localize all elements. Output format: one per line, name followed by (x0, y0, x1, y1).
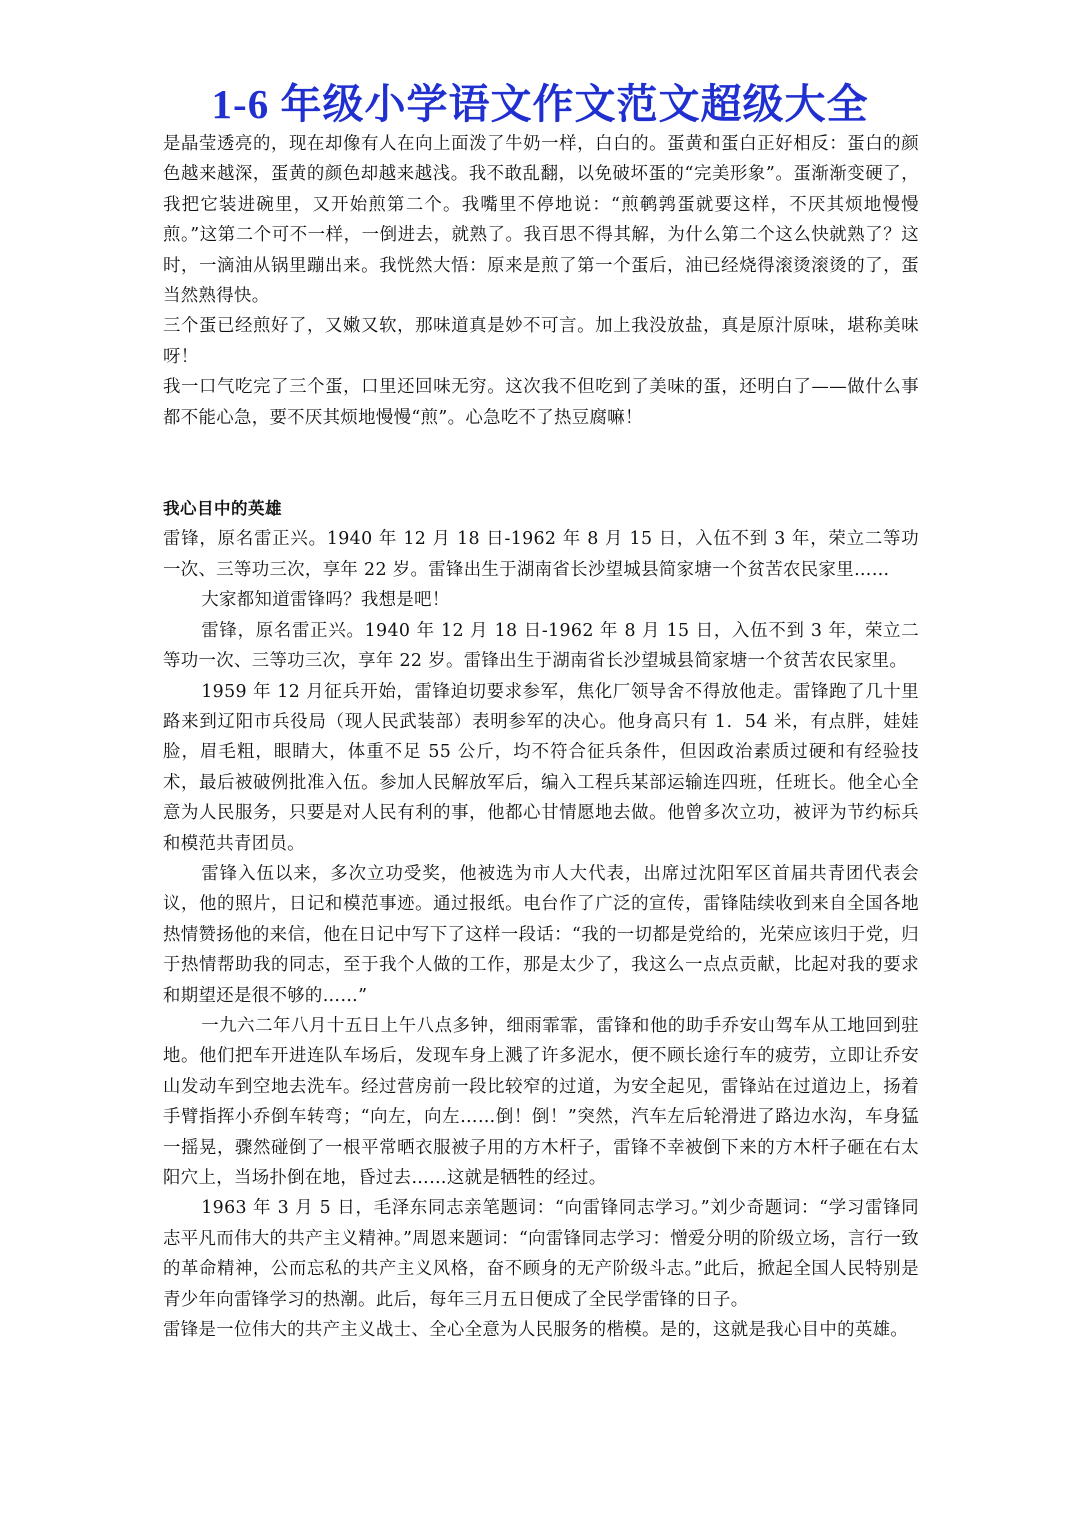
essay2-paragraph: 一九六二年八月十五日上午八点多钟，细雨霏霏，雷锋和他的助手乔安山驾车从工地回到驻地。他们把车开进连队车场后，发现车身上溅了许多泥水，便不顾长途行车的疲劳，立即让乔安山发动车到空地去洗车。经过营房前一段比较窄的过道，为安全起见，雷锋站在过道边上，扬着手臂指挥小乔倒车转弯；“向左，向左……倒！倒！”突然，汽车左后轮滑进了路边水沟，车身猛一摇晃，骤然碰倒了一根平常晒衣服被子用的方木杆子，雷锋不幸被倒下来的方木杆子砸在右太阳穴上，当场扑倒在地，昏过去……这就是牺牲的经过。 (163, 1015, 919, 1188)
essay2-paragraph: 1959 年 12 月征兵开始，雷锋迫切要求参军，焦化厂领导舍不得放他走。雷锋跑了几十里路来到辽阳市兵役局（现人民武装部）表明参军的决心。他身高只有 1．54 米，有点胖，娃娃脸，眉毛粗，眼睛大，体重不足 55 公斤，均不符合征兵条件，但因政治素质过硬和有经验技术，最后被破例批准入伍。参加人民解放军后，编入工程兵某部运输连四班，任班长。他全心全意为人民服务，只要是对人民有利的事，他都心甘情愿地去做。他曾多次立功，被评为节约标兵和模范共青团员。 (163, 681, 919, 854)
essay2-paragraph: 大家都知道雷锋吗？我想是吧！ (201, 590, 450, 611)
document-body (163, 129, 919, 1345)
document-title: 1-6 年级小学语文作文范文超级大全 (211, 81, 869, 127)
essay2-paragraph: 1963 年 3 月 5 日，毛泽东同志亲笔题词：“向雷锋同志学习。”刘少奇题词：“学习雷锋同志平凡而伟大的共产主义精神。”周恩来题词：“向雷锋同志学习：憎爱分明的阶级立场，言行一致的革命精神，公而忘私的共产主义风格，奋不顾身的无产阶级斗志。”此后，掀起全国人民特别是青少年向雷锋学习的热潮。此后，每年三月五日便成了全民学雷锋的日子。 (163, 1198, 919, 1310)
essay2-closing: 雷锋是一位伟大的共产主义战士、全心全意为人民服务的楷模。是的，这就是我心目中的英雄。 (163, 1320, 909, 1341)
essay2-paragraph: 雷锋入伍以来，多次立功受奖，他被选为市人大代表，出席过沈阳军区首届共青团代表会议，他的照片，日记和模范事迹。通过报纸。电台作了广泛的宣传，雷锋陆续收到来自全国各地热情赞扬他的来信，他在日记中写下了这样一段话：“我的一切都是党给的，光荣应该归于党，归于热情帮助我的同志，至于我个人做的工作，那是太少了，我这么一点点贡献，比起对我的要求和期望还是很不够的……” (163, 863, 919, 1006)
essay2-intro: 雷锋，原名雷正兴。1940 年 12 月 18 日-1962 年 8 月 15 日，入伍不到 3 年，荣立二等功一次、三等功三次，享年 22 岁。雷锋出生于湖南省长沙望城县简家塘一个贫苦农民家里…… (163, 529, 919, 580)
essay1-paragraph: 是晶莹透亮的，现在却像有人在向上面泼了牛奶一样，白白的。蛋黄和蛋白正好相反：蛋白的颜色越来越深，蛋黄的颜色却越来越浅。我不敢乱翻，以免破坏蛋的“完美形象”。蛋渐渐变硬了，我把它装进碗里，又开始煎第二个。我嘴里不停地说：“煎鹌鹑蛋就要这样，不厌其烦地慢慢煎。”这第二个可不一样，一倒进去，就熟了。我百思不得其解，为什么第二个这么快就熟了？这时，一滴油从锅里蹦出来。我恍然大悟：原来是煎了第一个蛋后，油已经烧得滚烫滚烫的了，蛋当然熟得快。 (163, 134, 919, 307)
section-spacer (163, 433, 919, 494)
essay1-paragraph: 三个蛋已经煎好了，又嫩又软，那味道真是妙不可言。加上我没放盐，真是原汁原味，堪称美味呀！ (163, 316, 919, 367)
essay2-paragraph: 雷锋，原名雷正兴。1940 年 12 月 18 日-1962 年 8 月 15 日，入伍不到 3 年，荣立二等功一次、三等功三次，享年 22 岁。雷锋出生于湖南省长沙望城县简家塘一个贫苦农民家里。 (163, 620, 919, 672)
essay2-heading: 我心目中的英雄 (163, 499, 282, 519)
essay1-paragraph: 我一口气吃完了三个蛋，口里还回味无穷。这次我不但吃到了美味的蛋，还明白了——做什么事都不能心急，要不厌其烦地慢慢“煎”。心急吃不了热豆腐嘛！ (163, 377, 919, 428)
